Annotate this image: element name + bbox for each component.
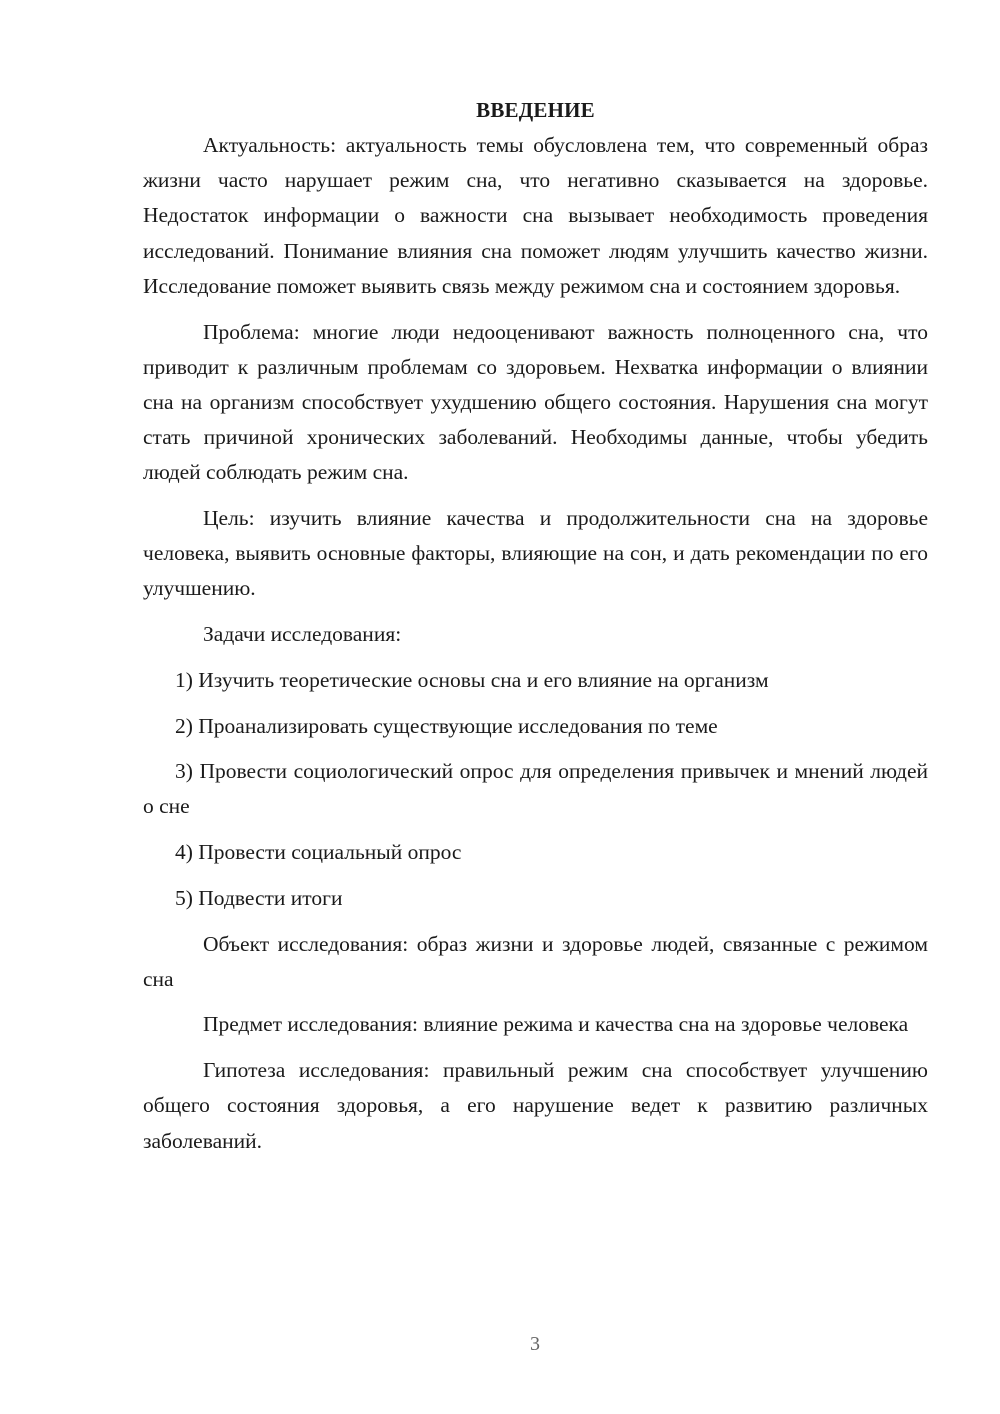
page-number: 3 xyxy=(530,1333,540,1355)
task-item-2: 2) Проанализировать существующие исследования по теме xyxy=(175,713,718,738)
paragraph-object: Объект исследования: образ жизни и здоровье людей, связанные с режимом сна xyxy=(143,931,928,991)
paragraph-hypothesis: Гипотеза исследования: правильный режим сна способствует улучшению общего состояния здоровья, а его нарушение ведет к развитию различных заболеваний. xyxy=(143,1058,928,1153)
task-item-1: 1) Изучить теоретические основы сна и его влияние на организм xyxy=(175,667,769,692)
document-page xyxy=(143,93,928,1169)
section-title: ВВЕДЕНИЕ xyxy=(476,98,595,122)
task-item-5: 5) Подвести итоги xyxy=(175,885,343,910)
task-item-3: 3) Провести социологический опрос для определения привычек и мнений людей о сне xyxy=(143,759,928,819)
paragraph-problem: Проблема: многие люди недооценивают важность полноценного сна, что приводит к различным проблемам со здоровьем. Нехватка информации о влиянии сна на организм способствует ухудшению общего состояния. Нарушения сна могут стать причиной хронических заболеваний. Необходимы данные, чтобы убедить людей соблюдать режим сна. xyxy=(143,319,928,485)
paragraph-tasks-heading: Задачи исследования: xyxy=(203,622,402,647)
paragraph-relevance: Актуальность: актуальность темы обусловлена тем, что современный образ жизни часто нарушает режим сна, что негативно сказывается на здоровье. Недостаток информации о важности сна вызывает необходимость проведения исследований. Понимание влияния сна поможет людям улучшить качество жизни. Исследование поможет выявить связь между режимом сна и состоянием здоровья. xyxy=(143,133,928,298)
task-item-4: 4) Провести социальный опрос xyxy=(175,840,462,865)
paragraph-goal: Цель: изучить влияние качества и продолжительности сна на здоровье человека, выявить основные факторы, влияющие на сон, и дать рекомендации по его улучшению. xyxy=(143,506,928,601)
paragraph-subject: Предмет исследования: влияние режима и качества сна на здоровье человека xyxy=(203,1012,909,1037)
